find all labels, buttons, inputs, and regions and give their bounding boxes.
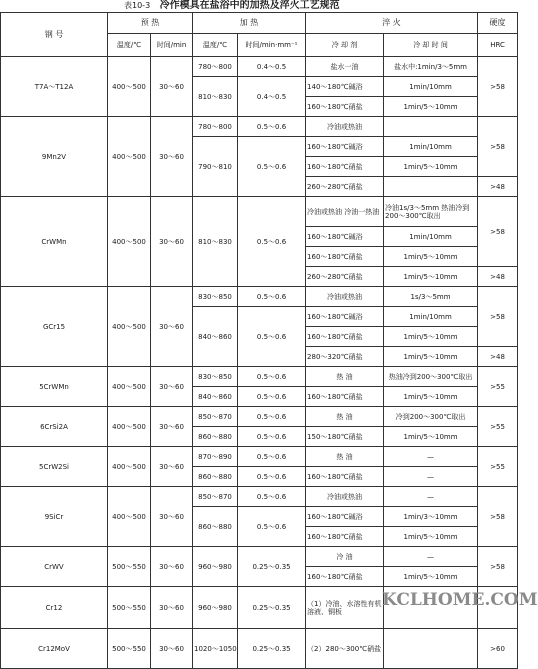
heat-time: 0.25～0.35 bbox=[238, 629, 306, 669]
steel-grade: Cr12 bbox=[1, 587, 108, 629]
header-preheat-temp: 温度/℃ bbox=[108, 34, 151, 57]
heat-time: 0.5～0.6 bbox=[238, 367, 306, 387]
coolant: 冷 油 bbox=[306, 547, 384, 567]
preheat-time: 30～60 bbox=[151, 629, 193, 669]
heat-time: 0.5～0.6 bbox=[238, 197, 306, 287]
table-row bbox=[1, 367, 518, 387]
table-row bbox=[1, 57, 518, 77]
steel-grade: CrWV bbox=[1, 547, 108, 587]
preheat-temp: 400～500 bbox=[108, 287, 151, 367]
coolant: 160～180℃硝盐 bbox=[306, 327, 384, 347]
coolant: 260～280℃硝盐 bbox=[306, 267, 384, 287]
heat-temp: 870～890 bbox=[193, 447, 238, 467]
hardness: >55 bbox=[478, 367, 518, 407]
hardness: >58 bbox=[478, 287, 518, 347]
cool-time: — bbox=[384, 447, 478, 467]
process-table bbox=[0, 12, 518, 669]
heat-temp: 780～800 bbox=[193, 117, 238, 137]
cool-time: 1min/5～10mm bbox=[384, 567, 478, 587]
preheat-time: 30～60 bbox=[151, 57, 193, 117]
preheat-time: 30～60 bbox=[151, 367, 193, 407]
coolant: 冷油或热油 bbox=[306, 117, 384, 137]
hardness: >55 bbox=[478, 407, 518, 447]
cool-time: 1min/5～10mm bbox=[384, 527, 478, 547]
table-row bbox=[1, 407, 518, 427]
table-row bbox=[1, 447, 518, 467]
table-row bbox=[1, 629, 518, 669]
steel-grade: Cr12MoV bbox=[1, 629, 108, 669]
heat-temp: 830～850 bbox=[193, 367, 238, 387]
steel-grade: 6CrSi2A bbox=[1, 407, 108, 447]
heat-temp: 830～850 bbox=[193, 287, 238, 307]
hardness: >60 bbox=[478, 629, 518, 669]
preheat-time: 30～60 bbox=[151, 117, 193, 197]
cool-time: 1min/5～10mm bbox=[384, 427, 478, 447]
heat-time: 0.5～0.6 bbox=[238, 427, 306, 447]
heat-temp: 960～980 bbox=[193, 547, 238, 587]
coolant: 140～180℃碱浴 bbox=[306, 77, 384, 97]
heat-temp: 810～830 bbox=[193, 77, 238, 117]
coolant: 260～280℃硝盐 bbox=[306, 177, 384, 197]
cool-time: — bbox=[384, 467, 478, 487]
hardness-secondary: >48 bbox=[478, 177, 518, 197]
cool-time: 1min/5～10mm bbox=[384, 97, 478, 117]
coolant: 160～180℃碱浴 bbox=[306, 307, 384, 327]
heat-time: 0.5～0.6 bbox=[238, 117, 306, 137]
heat-time: 0.5～0.6 bbox=[238, 447, 306, 467]
heat-temp: 850～870 bbox=[193, 487, 238, 507]
coolant: 冷油或热油 bbox=[306, 487, 384, 507]
hardness: >58 bbox=[478, 57, 518, 117]
table-row bbox=[1, 117, 518, 137]
heat-temp: 860～880 bbox=[193, 507, 238, 547]
preheat-temp: 400～500 bbox=[108, 447, 151, 487]
steel-grade: 5CrW2Si bbox=[1, 447, 108, 487]
heat-time: 0.5～0.6 bbox=[238, 467, 306, 487]
coolant: 热 油 bbox=[306, 367, 384, 387]
hardness-secondary: >48 bbox=[478, 347, 518, 367]
coolant: 160～180℃碱浴 bbox=[306, 507, 384, 527]
heat-temp: 840～860 bbox=[193, 387, 238, 407]
coolant: 冷油或热油 冷油一热油 bbox=[306, 197, 384, 227]
heat-temp: 790～810 bbox=[193, 137, 238, 197]
preheat-time: 30～60 bbox=[151, 447, 193, 487]
preheat-temp: 500～550 bbox=[108, 547, 151, 587]
cool-time bbox=[384, 629, 478, 669]
steel-grade: GCr15 bbox=[1, 287, 108, 367]
cool-time bbox=[384, 117, 478, 137]
coolant: 160～180℃硝盐 bbox=[306, 467, 384, 487]
heat-temp: 860～880 bbox=[193, 467, 238, 487]
process-table-wrapper bbox=[0, 12, 517, 669]
heat-time: 0.25～0.35 bbox=[238, 587, 306, 629]
cool-time: 盐水中:1min/3～5mm bbox=[384, 57, 478, 77]
preheat-temp: 400～500 bbox=[108, 407, 151, 447]
steel-grade: 5CrWMn bbox=[1, 367, 108, 407]
cool-time: 1min/5～10mm bbox=[384, 247, 478, 267]
heat-time: 0.5～0.6 bbox=[238, 407, 306, 427]
watermark: KCLHOME.COM bbox=[382, 590, 538, 610]
cool-time: 1min/10mm bbox=[384, 307, 478, 327]
header-hardness: 硬度 bbox=[478, 13, 518, 34]
table-title: 冷作模具在盐浴中的加热及淬火工艺规范 bbox=[159, 0, 340, 11]
cool-time: 1min/5～10mm bbox=[384, 327, 478, 347]
cool-time: 冷油1s/3～5mm 热油冷到200～300℃取出 bbox=[384, 197, 478, 227]
cool-time: 1min/5～10mm bbox=[384, 157, 478, 177]
cool-time: 1s/3～5mm bbox=[384, 287, 478, 307]
preheat-time: 30～60 bbox=[151, 547, 193, 587]
heat-temp: 850～870 bbox=[193, 407, 238, 427]
cool-time: 1min/3～10mm bbox=[384, 507, 478, 527]
heat-temp: 1020～1050 bbox=[193, 629, 238, 669]
cool-time: 1min/10mm bbox=[384, 137, 478, 157]
coolant: 160～180℃碱浴 bbox=[306, 227, 384, 247]
header-preheat: 预 热 bbox=[108, 13, 193, 34]
heat-time: 0.4～0.5 bbox=[238, 57, 306, 77]
preheat-time: 30～60 bbox=[151, 487, 193, 547]
steel-grade: 9Mn2V bbox=[1, 117, 108, 197]
heat-temp: 860～880 bbox=[193, 427, 238, 447]
header-hardness-unit: HRC bbox=[478, 34, 518, 57]
preheat-time: 30～60 bbox=[151, 407, 193, 447]
steel-grade: T7A～T12A bbox=[1, 57, 108, 117]
coolant: 160～180℃硝盐 bbox=[306, 97, 384, 117]
preheat-temp: 500～550 bbox=[108, 587, 151, 629]
header-quench: 淬 火 bbox=[306, 13, 478, 34]
coolant: （2）280～300℃硝盐 bbox=[306, 629, 384, 669]
coolant: 160～180℃硝盐 bbox=[306, 387, 384, 407]
heat-time: 0.5～0.6 bbox=[238, 137, 306, 197]
header-steel: 钢 号 bbox=[1, 13, 108, 57]
hardness-secondary: >48 bbox=[478, 267, 518, 287]
heat-time: 0.5～0.6 bbox=[238, 487, 306, 507]
preheat-temp: 500～550 bbox=[108, 629, 151, 669]
coolant: 盐水一油 bbox=[306, 57, 384, 77]
coolant: 160～180℃硝盐 bbox=[306, 527, 384, 547]
cool-time bbox=[384, 177, 478, 197]
cool-time: 1min/5～10mm bbox=[384, 347, 478, 367]
hardness: >58 bbox=[478, 117, 518, 177]
table-row bbox=[1, 487, 518, 507]
preheat-time: 30～60 bbox=[151, 587, 193, 629]
steel-grade: CrWMn bbox=[1, 197, 108, 287]
coolant: 160～180℃硝盐 bbox=[306, 247, 384, 267]
header-row-1 bbox=[1, 13, 518, 34]
cool-time: 冷到200～300℃取出 bbox=[384, 407, 478, 427]
coolant: 热 油 bbox=[306, 407, 384, 427]
header-heating: 加 热 bbox=[193, 13, 306, 34]
preheat-temp: 400～500 bbox=[108, 57, 151, 117]
hardness: >58 bbox=[478, 487, 518, 547]
preheat-time: 30～60 bbox=[151, 197, 193, 287]
cool-time: 1min/10mm bbox=[384, 227, 478, 247]
heat-temp: 960～980 bbox=[193, 587, 238, 629]
cool-time: 热油冷到200～300℃取出 bbox=[384, 367, 478, 387]
heat-time: 0.25～0.35 bbox=[238, 547, 306, 587]
table-number: 表10-3 bbox=[124, 1, 151, 10]
coolant: 160～180℃硝盐 bbox=[306, 157, 384, 177]
preheat-temp: 400～500 bbox=[108, 117, 151, 197]
coolant: 160～180℃硝盐 bbox=[306, 567, 384, 587]
coolant: 280～320℃硝盐 bbox=[306, 347, 384, 367]
header-heat-temp: 温度/℃ bbox=[193, 34, 238, 57]
hardness: >58 bbox=[478, 197, 518, 267]
cool-time: — bbox=[384, 547, 478, 567]
heat-time: 0.5～0.6 bbox=[238, 507, 306, 547]
hardness: >55 bbox=[478, 447, 518, 487]
steel-grade: 9SiCr bbox=[1, 487, 108, 547]
cool-time: 1min/5～10mm bbox=[384, 267, 478, 287]
preheat-temp: 400～500 bbox=[108, 197, 151, 287]
cool-time: 1min/5～10mm bbox=[384, 387, 478, 407]
coolant: 热 油 bbox=[306, 447, 384, 467]
coolant: 冷油或热油 bbox=[306, 287, 384, 307]
preheat-temp: 400～500 bbox=[108, 487, 151, 547]
heat-time: 0.5～0.6 bbox=[238, 387, 306, 407]
preheat-time: 30～60 bbox=[151, 287, 193, 367]
header-preheat-time: 时间/min bbox=[151, 34, 193, 57]
table-row bbox=[1, 287, 518, 307]
cool-time: — bbox=[384, 487, 478, 507]
coolant: 160～180℃碱浴 bbox=[306, 137, 384, 157]
table-row bbox=[1, 547, 518, 567]
coolant: 150～180℃硝盐 bbox=[306, 427, 384, 447]
coolant: （1）冷油、水溶性有机溶液、铜板 bbox=[306, 587, 384, 629]
header-coolant: 冷 却 剂 bbox=[306, 34, 384, 57]
preheat-temp: 400～500 bbox=[108, 367, 151, 407]
heat-temp: 810～830 bbox=[193, 197, 238, 287]
table-row bbox=[1, 197, 518, 227]
header-heat-time: 时间/min·mm⁻¹ bbox=[238, 34, 306, 57]
hardness: >58 bbox=[478, 547, 518, 587]
heat-temp: 840～860 bbox=[193, 307, 238, 367]
heat-time: 0.5～0.6 bbox=[238, 287, 306, 307]
heat-time: 0.5～0.6 bbox=[238, 307, 306, 367]
heat-time: 0.4～0.5 bbox=[238, 77, 306, 117]
heat-temp: 780～800 bbox=[193, 57, 238, 77]
cool-time: 1min/10mm bbox=[384, 77, 478, 97]
header-cool-time: 冷 却 时 间 bbox=[384, 34, 478, 57]
